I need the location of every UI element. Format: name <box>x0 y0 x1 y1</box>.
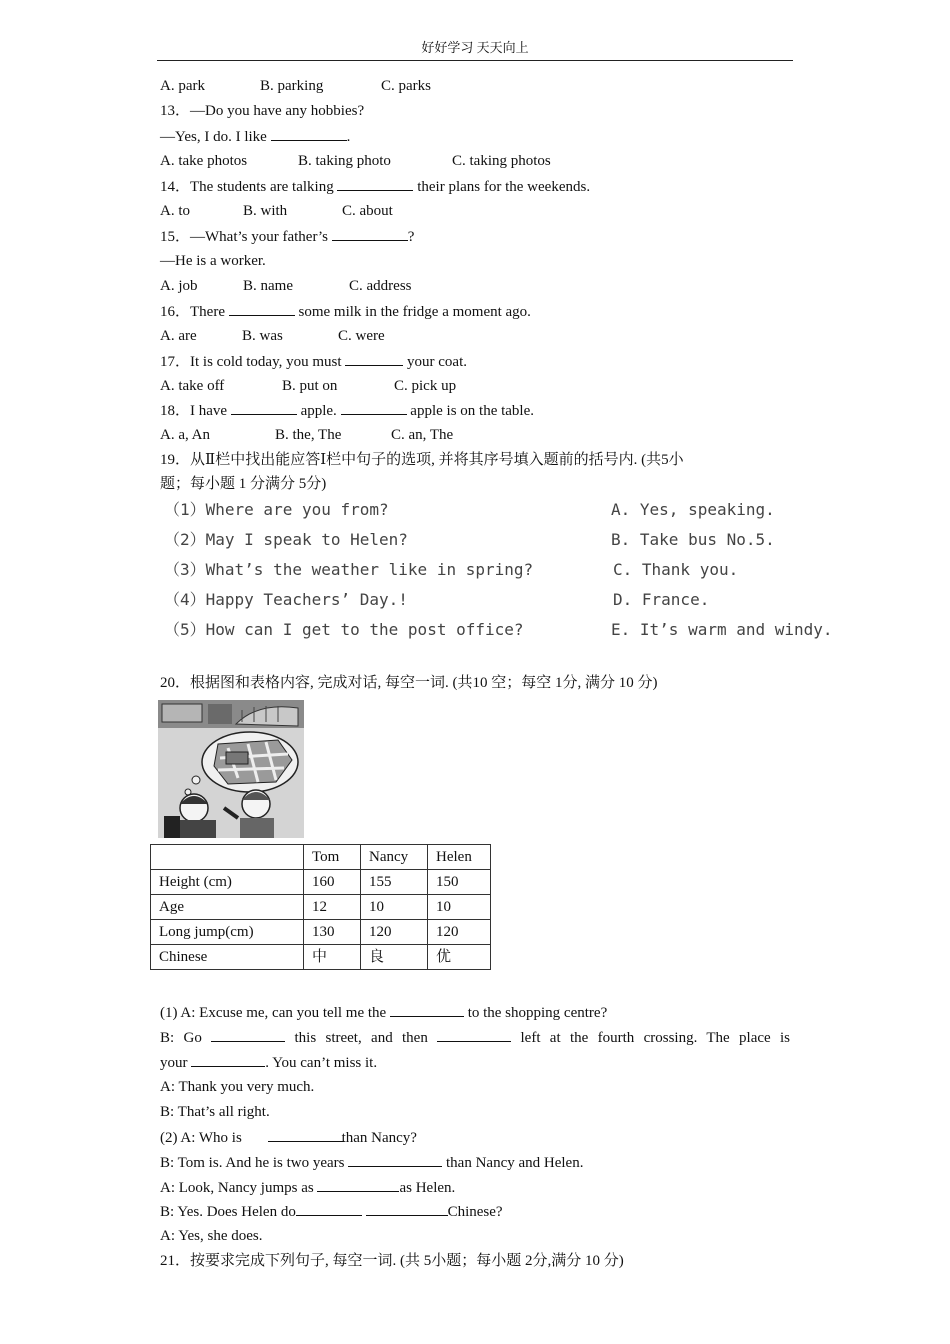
q19-right-d: D. France. <box>613 590 710 609</box>
q19-right-a: A. Yes, speaking. <box>611 500 775 519</box>
q14-blank[interactable] <box>337 176 413 191</box>
table-header-row <box>151 845 491 870</box>
q20-instruction: 20．根据图和表格内容, 完成对话, 每空一词. (共10 空；每空 1分, 满分 10 分) <box>160 675 658 691</box>
q18-blank-1[interactable] <box>231 400 297 415</box>
q18-option-b: B. the, The <box>275 427 342 443</box>
q19-instruction-1: 19．从Ⅱ栏中找出能应答Ⅰ栏中句子的选项, 并将其序号填入题前的括号内. (共5小 <box>160 452 684 468</box>
q13-option-a: A. take photos <box>160 153 248 169</box>
table-cell: 150 <box>428 870 491 895</box>
table-cell: Tom <box>304 845 361 870</box>
table-cell: 160 <box>304 870 361 895</box>
q15-option-c: C. address <box>349 278 412 294</box>
table-row <box>151 920 491 945</box>
dialogue1-line2: B: Go this street, and then left at the fourth crossing. The place is <box>160 1027 790 1048</box>
q17-question: 17．It is cold today, you must your coat. <box>160 351 467 372</box>
dialogue1-line3: your . You can’t miss it. <box>160 1052 377 1073</box>
dialogue1-blank-2[interactable] <box>211 1027 285 1042</box>
q18-question: 18．I have apple. apple is on the table. <box>160 400 534 421</box>
q18-option-a: A. a, An <box>160 427 210 443</box>
q19-left-2: （2）May I speak to Helen? <box>164 530 408 549</box>
table-cell: Age <box>151 895 304 920</box>
q19-right-c: C. Thank you. <box>613 560 739 579</box>
q13-question: 13．—Do you have any hobbies? <box>160 103 365 119</box>
q19-left-4: （4）Happy Teachers’ Day.! <box>164 590 408 609</box>
q17-option-b: B. put on <box>282 378 338 394</box>
q19-instruction-2: 题；每小题 1 分满分 5分) <box>160 476 327 492</box>
student-data-table <box>150 844 491 970</box>
table-cell: 良 <box>361 945 428 970</box>
q13-blank[interactable] <box>271 126 347 141</box>
q12-option-c: C. parks <box>381 78 431 94</box>
q19-right-b: B. Take bus No.5. <box>611 530 775 549</box>
table-cell: Nancy <box>361 845 428 870</box>
q21-instruction: 21．按要求完成下列句子, 每空一词. (共 5小题；每小题 2分,满分 10 分) <box>160 1253 624 1269</box>
dialogue1-line1: (1) A: Excuse me, can you tell me the to the shopping centre? <box>160 1002 607 1023</box>
q14-option-c: C. about <box>342 203 393 219</box>
dialogue1-blank-4[interactable] <box>191 1052 265 1067</box>
table-row <box>151 895 491 920</box>
q12-option-b: B. parking <box>260 78 324 94</box>
table-cell: 155 <box>361 870 428 895</box>
q15-option-b: B. name <box>243 278 293 294</box>
map-illustration <box>158 700 304 838</box>
q14-option-a: A. to <box>160 203 190 219</box>
q16-option-b: B. was <box>242 328 283 344</box>
table-cell: 12 <box>304 895 361 920</box>
table-cell: Long jump(cm) <box>151 920 304 945</box>
table-cell: Height (cm) <box>151 870 304 895</box>
dialogue2-line5: A: Yes, she does. <box>160 1228 263 1244</box>
table-cell: 120 <box>361 920 428 945</box>
q17-option-a: A. take off <box>160 378 225 394</box>
q15-blank[interactable] <box>332 226 408 241</box>
q16-option-a: A. are <box>160 328 197 344</box>
q13-answer: —Yes, I do. I like . <box>160 126 350 147</box>
dialogue2-blank-3[interactable] <box>317 1177 399 1192</box>
dialogue2-line3: A: Look, Nancy jumps as as Helen. <box>160 1177 455 1198</box>
dialogue1-blank-3[interactable] <box>437 1027 511 1042</box>
q18-blank-2[interactable] <box>341 400 407 415</box>
table-cell: 优 <box>428 945 491 970</box>
map-illustration-svg <box>158 700 304 838</box>
q16-question: 16．There some milk in the fridge a moment ago. <box>160 301 531 322</box>
dialogue1-line4: A: Thank you very much. <box>160 1079 315 1095</box>
q19-left-1: （1）Where are you from? <box>164 500 389 519</box>
table-cell: Chinese <box>151 945 304 970</box>
table-cell: 10 <box>428 895 491 920</box>
q15-option-a: A. job <box>160 278 198 294</box>
dialogue2-blank-2[interactable] <box>348 1152 442 1167</box>
q13-option-c: C. taking photos <box>452 153 551 169</box>
dialogue2-blank-5[interactable] <box>366 1201 448 1216</box>
dialogue2-blank-1[interactable] <box>268 1127 344 1142</box>
q19-right-e: E. It’s warm and windy. <box>611 620 833 639</box>
dialogue1-blank-1[interactable] <box>390 1002 464 1017</box>
table-cell: 10 <box>361 895 428 920</box>
q14-option-b: B. with <box>243 203 288 219</box>
q13-option-b: B. taking photo <box>298 153 391 169</box>
dialogue2-line1: (2) A: Who is than Nancy? <box>160 1127 417 1148</box>
table-cell: 120 <box>428 920 491 945</box>
table-cell <box>151 845 304 870</box>
q19-left-5: （5）How can I get to the post office? <box>164 620 524 639</box>
q14-question: 14．The students are talking their plans for the weekends. <box>160 176 590 197</box>
dialogue2-blank-4[interactable] <box>296 1201 362 1216</box>
q17-blank[interactable] <box>345 351 403 366</box>
dialogue2-line4: B: Yes. Does Helen do Chinese? <box>160 1201 503 1222</box>
page-header: 好好学习 天天向上 <box>157 38 793 61</box>
q18-option-c: C. an, The <box>391 427 454 443</box>
table-cell: Helen <box>428 845 491 870</box>
q12-option-a: A. park <box>160 78 205 94</box>
q16-option-c: C. were <box>338 328 385 344</box>
q17-option-c: C. pick up <box>394 378 457 394</box>
table-row <box>151 870 491 895</box>
q15-question: 15．—What’s your father’s ? <box>160 226 414 247</box>
q15-answer: —He is a worker. <box>160 253 266 269</box>
table-row <box>151 945 491 970</box>
table-cell: 130 <box>304 920 361 945</box>
dialogue1-line5: B: That’s all right. <box>160 1104 270 1120</box>
table-cell: 中 <box>304 945 361 970</box>
q16-blank[interactable] <box>229 301 295 316</box>
q19-left-3: （3）What’s the weather like in spring? <box>164 560 534 579</box>
dialogue2-line2: B: Tom is. And he is two years than Nancy and Helen. <box>160 1152 583 1173</box>
